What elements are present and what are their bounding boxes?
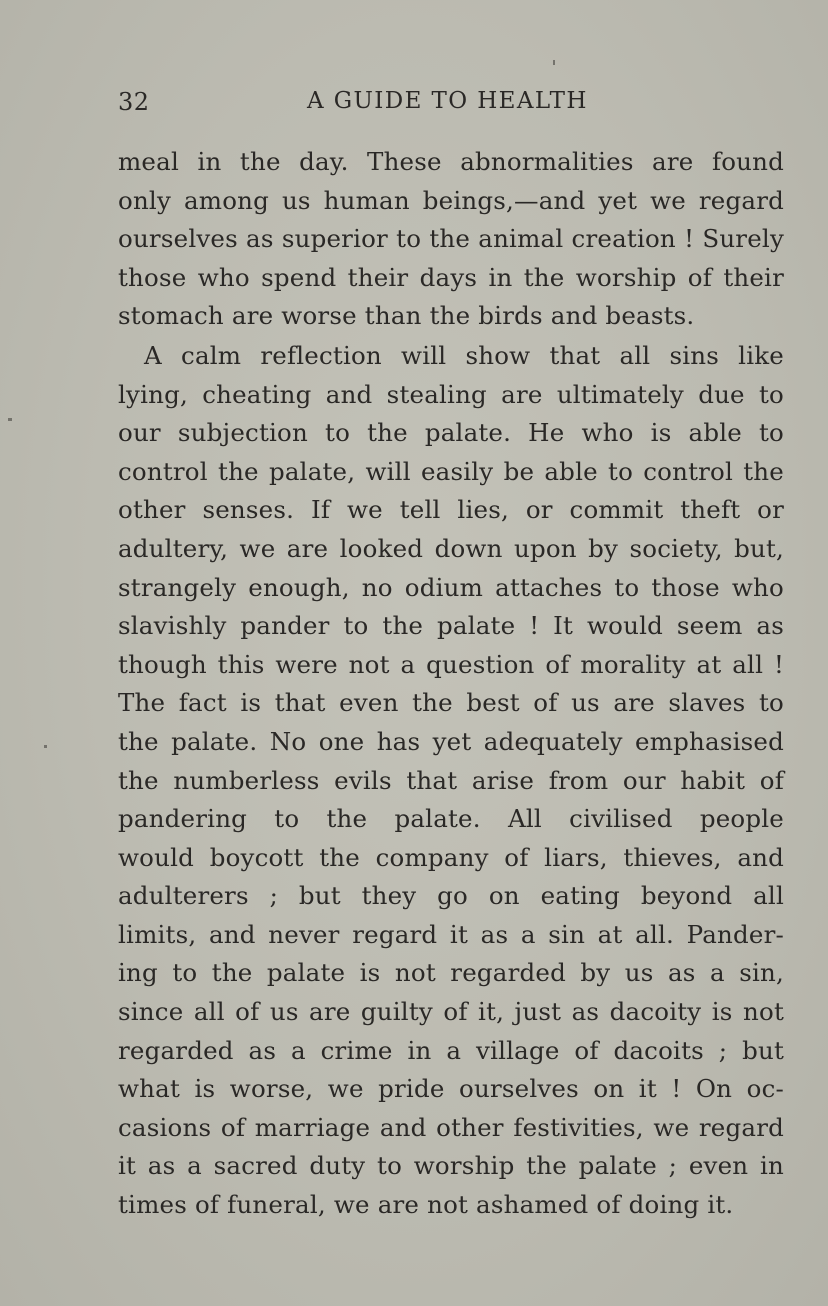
text-line: would boycott the company of liars, thieves, and xyxy=(118,842,784,872)
text-line: it as a sacred duty to worship the palate ; even in xyxy=(118,1151,784,1181)
text-line: lying, cheating and stealing are ultimately due to xyxy=(118,379,784,409)
text-line: strangely enough, no odium attaches to those who xyxy=(118,572,784,602)
text-line: the palate. No one has yet adequately emphasised xyxy=(118,726,784,756)
text-line: slavishly pander to the palate ! It would seem as xyxy=(118,611,784,641)
text-line: what is worse, we pride ourselves on it ! On oc- xyxy=(118,1074,784,1104)
running-head: A GUIDE TO HEALTH xyxy=(307,88,588,114)
text-line: other senses. If we tell lies, or commit theft or xyxy=(118,495,784,525)
text-line: regarded as a crime in a village of dacoits ; but xyxy=(118,1035,784,1065)
ink-speck xyxy=(44,745,47,748)
text-line: adulterers ; but they go on eating beyond all xyxy=(118,881,784,911)
body-text xyxy=(118,143,784,1225)
text-line: stomach are worse than the birds and beasts. xyxy=(118,301,695,331)
text-line: those who spend their days in the worship of their xyxy=(118,262,784,292)
text-line: control the palate, will easily be able to control the xyxy=(118,456,784,486)
text-line: limits, and never regard it as a sin at all. Pander- xyxy=(118,919,784,949)
text-line: though this were not a question of morality at all ! xyxy=(118,649,784,679)
text-line: The fact is that even the best of us are slaves to xyxy=(118,688,784,718)
text-line: times of funeral, we are not ashamed of doing it. xyxy=(118,1190,734,1220)
page-header xyxy=(118,88,783,122)
ink-speck xyxy=(8,418,12,421)
text-line: adultery, we are looked down upon by society, but, xyxy=(118,533,784,563)
text-line: ing to the palate is not regarded by us as a sin, xyxy=(118,958,784,988)
text-line: since all of us are guilty of it, just as dacoity is not xyxy=(118,997,784,1027)
ink-speck xyxy=(553,60,555,65)
text-line: casions of marriage and other festivities, we regard xyxy=(118,1112,784,1142)
text-line: the numberless evils that arise from our habit of xyxy=(118,765,784,795)
page-number: 32 xyxy=(118,88,150,116)
text-line: only among us human beings,—and yet we regard xyxy=(118,185,784,215)
text-line: A calm reflection will show that all sins like xyxy=(144,340,784,370)
text-line: meal in the day. These abnormalities are found xyxy=(118,147,784,176)
text-line: pandering to the palate. All civilised people xyxy=(118,804,784,834)
text-line: ourselves as superior to the animal creation ! Surely xyxy=(118,224,784,254)
text-line: our subjection to the palate. He who is able to xyxy=(118,418,784,448)
